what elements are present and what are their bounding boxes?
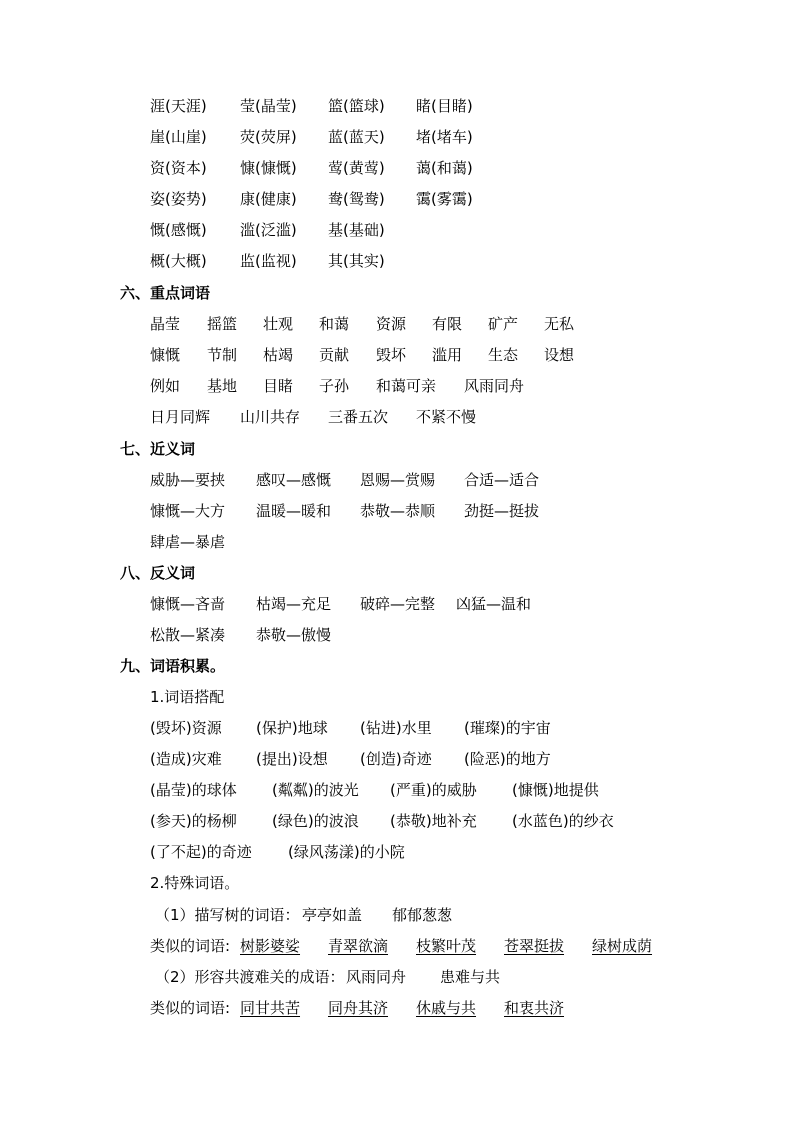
char-word: 睹(目睹) — [416, 97, 473, 115]
char-word: 概(大概) — [150, 252, 207, 270]
key-word: 矿产 — [488, 315, 519, 333]
char-word: 莺(黄莺) — [328, 159, 385, 177]
collocation: (粼粼)的波光 — [272, 781, 359, 799]
key-word: 子孙 — [319, 377, 350, 395]
key-word: 慷慨 — [150, 346, 181, 364]
section-heading-antonyms: 八、反义词 — [120, 564, 196, 582]
collocation: (慷慨)地提供 — [512, 781, 599, 799]
key-word: 资源 — [376, 315, 407, 333]
antonym-pair: 枯竭—充足 — [256, 595, 332, 613]
char-word: 监(监视) — [240, 252, 297, 270]
collocation: (险恶)的地方 — [464, 750, 551, 768]
key-word: 基地 — [207, 377, 238, 395]
char-word: 荧(荧屏) — [240, 128, 297, 146]
antonym-pair: 破碎—完整 — [360, 595, 436, 613]
tree-similar-word: 苍翠挺拔 — [504, 937, 565, 955]
idiom-word: 患难与共 — [440, 968, 501, 986]
synonym-pair: 慷慨—大方 — [150, 502, 226, 520]
char-word: 蓝(蓝天) — [328, 128, 385, 146]
collocation: (晶莹)的球体 — [150, 781, 237, 799]
key-word: 贡献 — [319, 346, 350, 364]
char-word: 滥(泛滥) — [240, 221, 297, 239]
char-word: 鸯(鸳鸯) — [328, 190, 385, 208]
synonym-pair: 恭敬—恭顺 — [360, 502, 436, 520]
collocation: (璀璨)的宇宙 — [464, 719, 551, 737]
idiom-word: 风雨同舟 — [346, 968, 407, 986]
similar-label: 类似的词语: — [150, 999, 231, 1017]
synonym-pair: 威胁—要挟 — [150, 471, 226, 489]
key-word: 无私 — [544, 315, 575, 333]
collocation: (毁坏)资源 — [150, 719, 222, 737]
char-word: 康(健康) — [240, 190, 297, 208]
tree-word: 郁郁葱葱 — [392, 906, 453, 924]
char-word: 其(其实) — [328, 252, 385, 270]
collocation: (参天)的杨柳 — [150, 812, 237, 830]
synonym-pair: 劲挺—挺拔 — [464, 502, 540, 520]
key-word: 风雨同舟 — [464, 377, 525, 395]
section-heading-accumulation: 九、词语积累。 — [120, 657, 226, 675]
key-word: 和蔼可亲 — [376, 377, 437, 395]
key-word: 摇篮 — [207, 315, 238, 333]
key-word: 山川共存 — [240, 408, 301, 426]
antonym-pair: 恭敬—傲慢 — [256, 626, 332, 644]
antonym-pair: 松散—紧凑 — [150, 626, 226, 644]
section-heading-key-words: 六、重点词语 — [120, 284, 211, 302]
char-word: 涯(天涯) — [150, 97, 207, 115]
collocation: (钻进)水里 — [360, 719, 432, 737]
char-word: 霭(雾霭) — [416, 190, 473, 208]
idiom-label: （2）形容共渡难关的成语： — [155, 968, 345, 986]
collocation: (绿色)的波浪 — [272, 812, 359, 830]
tree-words-label: （1）描写树的词语： — [155, 906, 300, 924]
collocation: (恭敬)地补充 — [390, 812, 477, 830]
char-word: 慷(慷慨) — [240, 159, 297, 177]
tree-similar-word: 青翠欲滴 — [328, 937, 389, 955]
key-word: 三番五次 — [328, 408, 389, 426]
tree-similar-word: 枝繁叶茂 — [416, 937, 477, 955]
collocation: (绿风荡漾)的小院 — [288, 843, 405, 861]
key-word: 例如 — [150, 377, 181, 395]
collocation: (严重)的威胁 — [390, 781, 477, 799]
synonym-pair: 肆虐—暴虐 — [150, 533, 226, 551]
antonym-pair: 凶猛—温和 — [456, 595, 532, 613]
collocation: (保护)地球 — [256, 719, 328, 737]
key-word: 目睹 — [263, 377, 294, 395]
key-word: 设想 — [544, 346, 575, 364]
idiom-similar-word: 和衷共济 — [504, 999, 565, 1017]
key-word: 晶莹 — [150, 315, 181, 333]
collocation: (创造)奇迹 — [360, 750, 432, 768]
collocation: (了不起)的奇迹 — [150, 843, 252, 861]
key-word: 日月同辉 — [150, 408, 211, 426]
synonym-pair: 合适—适合 — [464, 471, 540, 489]
key-word: 有限 — [432, 315, 463, 333]
char-word: 姿(姿势) — [150, 190, 207, 208]
subsection-title: 2.特殊词语。 — [150, 874, 240, 892]
similar-label: 类似的词语: — [150, 937, 231, 955]
key-word: 毁坏 — [376, 346, 407, 364]
section-heading-synonyms: 七、近义词 — [120, 440, 196, 458]
collocation: (造成)灾难 — [150, 750, 222, 768]
key-word: 生态 — [488, 346, 519, 364]
char-word: 篮(篮球) — [328, 97, 385, 115]
key-word: 不紧不慢 — [416, 408, 477, 426]
key-word: 节制 — [207, 346, 238, 364]
char-word: 崖(山崖) — [150, 128, 207, 146]
idiom-similar-word: 同舟其济 — [328, 999, 389, 1017]
char-word: 堵(堵车) — [416, 128, 473, 146]
tree-similar-word: 树影婆娑 — [240, 937, 301, 955]
collocation: (提出)设想 — [256, 750, 328, 768]
synonym-pair: 感叹—感慨 — [256, 471, 332, 489]
char-word: 莹(晶莹) — [240, 97, 297, 115]
synonym-pair: 温暖—暖和 — [256, 502, 332, 520]
tree-word: 亭亭如盖 — [302, 906, 363, 924]
key-word: 壮观 — [263, 315, 294, 333]
synonym-pair: 恩赐—赏赐 — [360, 471, 436, 489]
key-word: 和蔼 — [319, 315, 350, 333]
idiom-similar-word: 同甘共苦 — [240, 999, 301, 1017]
collocation: (水蓝色)的纱衣 — [512, 812, 614, 830]
char-word: 慨(感慨) — [150, 221, 207, 239]
key-word: 枯竭 — [263, 346, 294, 364]
char-word: 资(资本) — [150, 159, 207, 177]
antonym-pair: 慷慨—吝啬 — [150, 595, 226, 613]
char-word: 蔼(和蔼) — [416, 159, 473, 177]
idiom-similar-word: 休戚与共 — [416, 999, 477, 1017]
char-word: 基(基础) — [328, 221, 385, 239]
key-word: 滥用 — [432, 346, 463, 364]
tree-similar-word: 绿树成荫 — [592, 937, 653, 955]
subsection-title: 1.词语搭配 — [150, 688, 225, 706]
